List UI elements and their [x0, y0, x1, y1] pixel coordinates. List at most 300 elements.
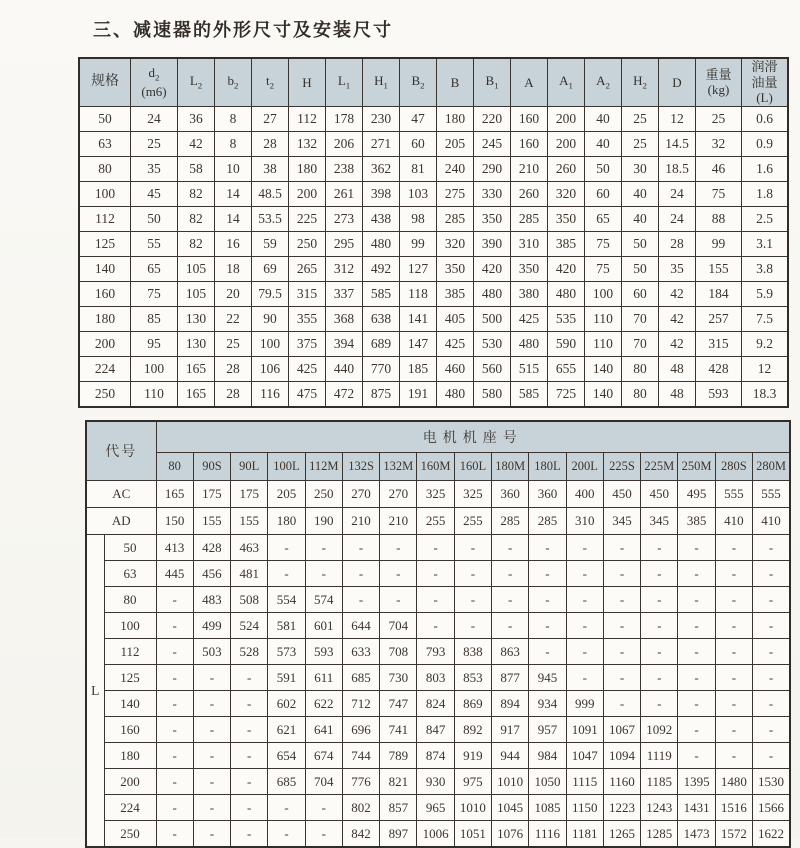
dimension-cell: -: [268, 795, 305, 821]
dimension-cell: 220: [474, 106, 511, 131]
dimension-cell: 273: [326, 206, 363, 231]
dimension-cell: 483: [193, 587, 230, 613]
dimension-cell: -: [492, 587, 529, 613]
t1-column-header: H: [289, 58, 326, 106]
dimension-cell: -: [454, 535, 491, 561]
dimension-cell: 18.3: [742, 381, 789, 407]
dimension-cell: 81: [400, 156, 437, 181]
dimension-cell: 184: [696, 281, 742, 306]
dimension-cell: -: [492, 561, 529, 587]
frame-size-header: 90L: [231, 453, 268, 481]
dimension-cell: 515: [511, 356, 548, 381]
dimension-cell: 155: [231, 508, 268, 535]
dimension-cell: 40: [585, 131, 622, 156]
dimension-cell: 472: [326, 381, 363, 407]
dimension-cell: -: [193, 717, 230, 743]
dimension-cell: 712: [342, 691, 379, 717]
dimension-cell: 560: [474, 356, 511, 381]
dimension-cell: 503: [193, 639, 230, 665]
dimension-cell: 1092: [641, 717, 678, 743]
dimension-cell: -: [566, 587, 603, 613]
dimension-cell: 255: [417, 508, 454, 535]
dimension-cell: -: [641, 535, 678, 561]
dimension-cell: 48.5: [252, 181, 289, 206]
dimension-cell: 445: [156, 561, 193, 587]
table-row: [86, 639, 790, 665]
dimension-cell: 574: [305, 587, 342, 613]
dimension-cell: 744: [342, 743, 379, 769]
table-row: [86, 743, 790, 769]
dimension-cell: 8: [215, 131, 252, 156]
dimension-cell: 127: [400, 256, 437, 281]
dimension-cell: 984: [529, 743, 566, 769]
dimension-cell: -: [268, 821, 305, 848]
dimension-cell: 50: [131, 206, 178, 231]
dimension-cell: 82: [178, 206, 215, 231]
dimension-cell: -: [753, 535, 791, 561]
dimension-cell: 40: [622, 206, 659, 231]
dimension-cell: 842: [342, 821, 379, 848]
dimension-cell: 48: [659, 356, 696, 381]
t1-column-header: 重量 (kg): [696, 58, 742, 106]
dimension-cell: -: [417, 561, 454, 587]
dimension-cell: 602: [268, 691, 305, 717]
dimension-cell: 69: [252, 256, 289, 281]
dimension-cell: 210: [511, 156, 548, 181]
dimension-cell: 350: [437, 256, 474, 281]
t1-column-header: A: [511, 58, 548, 106]
dimension-cell: 704: [380, 613, 417, 639]
dimension-cell: 345: [641, 508, 678, 535]
dimension-cell: 450: [603, 481, 640, 508]
dimension-cell: 50: [622, 231, 659, 256]
dimension-cell: 481: [231, 561, 268, 587]
dimension-cell: -: [193, 769, 230, 795]
spec-size-cell: 63: [79, 131, 131, 156]
dimension-cell: 400: [566, 481, 603, 508]
dimension-cell: 362: [363, 156, 400, 181]
spec-size-cell: 80: [79, 156, 131, 181]
dimension-cell: -: [156, 691, 193, 717]
dimension-cell: 24: [659, 206, 696, 231]
dimension-cell: 530: [474, 331, 511, 356]
dimension-cell: 1243: [641, 795, 678, 821]
dimension-cell: -: [603, 691, 640, 717]
dimension-cell: 100: [252, 331, 289, 356]
spec-size-cell: 250: [79, 381, 131, 407]
dimension-cell: -: [753, 613, 791, 639]
dimension-cell: 3.1: [742, 231, 789, 256]
table-row: [79, 131, 788, 156]
dimension-cell: 555: [715, 481, 752, 508]
dimension-cell: -: [492, 613, 529, 639]
dimension-cell: 894: [492, 691, 529, 717]
dimension-cell: 1010: [492, 769, 529, 795]
dimension-cell: -: [753, 717, 791, 743]
dimension-cell: 140: [585, 381, 622, 407]
spec-size-cell: 140: [79, 256, 131, 281]
dimension-cell: -: [417, 613, 454, 639]
dimension-cell: 1480: [715, 769, 752, 795]
dimension-cell: -: [678, 691, 715, 717]
dimension-cell: 261: [326, 181, 363, 206]
dimension-cell: 869: [454, 691, 491, 717]
frame-size-header: 180L: [529, 453, 566, 481]
t1-column-header: 润滑 油量 (L): [742, 58, 789, 106]
dimension-cell: 590: [548, 331, 585, 356]
table-row: [86, 561, 790, 587]
dimension-cell: 1119: [641, 743, 678, 769]
dimension-cell: 638: [363, 306, 400, 331]
dimension-cell: -: [492, 535, 529, 561]
dimension-cell: 25: [622, 131, 659, 156]
dimension-cell: -: [156, 665, 193, 691]
dimension-cell: 350: [511, 256, 548, 281]
dimension-cell: 12: [659, 106, 696, 131]
frame-size-header: 100L: [268, 453, 305, 481]
frame-size-header: 132S: [342, 453, 379, 481]
dimension-cell: 47: [400, 106, 437, 131]
dimension-cell: 1115: [566, 769, 603, 795]
dimension-cell: 554: [268, 587, 305, 613]
dimension-cell: 70: [622, 331, 659, 356]
frame-size-header: 225M: [641, 453, 678, 481]
dimension-cell: 425: [289, 356, 326, 381]
dimension-cell: 200: [548, 106, 585, 131]
dimension-cell: -: [231, 665, 268, 691]
dimension-cell: -: [715, 535, 752, 561]
dimension-cell: -: [156, 639, 193, 665]
dimension-cell: -: [641, 561, 678, 587]
dimension-cell: -: [305, 795, 342, 821]
dimension-cell: 380: [511, 281, 548, 306]
dimension-cell: 508: [231, 587, 268, 613]
dimension-cell: -: [454, 561, 491, 587]
dimension-cell: 75: [585, 256, 622, 281]
dimension-cell: 28: [659, 231, 696, 256]
dimension-cell: 730: [380, 665, 417, 691]
dimension-cell: 674: [305, 743, 342, 769]
dimension-cell: 25: [622, 106, 659, 131]
dimension-cell: 425: [511, 306, 548, 331]
dimension-cell: 14: [215, 181, 252, 206]
dimension-cell: 112: [289, 106, 326, 131]
dimension-cell: 480: [548, 281, 585, 306]
spec-size-cell: 180: [79, 306, 131, 331]
dimension-cell: 450: [641, 481, 678, 508]
dimension-cell: 60: [622, 281, 659, 306]
t1-column-header: $H_2$: [622, 58, 659, 106]
dimension-cell: -: [231, 691, 268, 717]
dimension-cell: 611: [305, 665, 342, 691]
outline-dimensions-table: [78, 57, 789, 408]
dimension-cell: 350: [548, 206, 585, 231]
dimension-cell: 85: [131, 306, 178, 331]
dimension-cell: 919: [454, 743, 491, 769]
dimension-cell: -: [715, 613, 752, 639]
dimension-cell: 100: [585, 281, 622, 306]
dimension-cell: 360: [529, 481, 566, 508]
dimension-cell: 654: [268, 743, 305, 769]
dimension-cell: 350: [474, 206, 511, 231]
dimension-cell: 30: [622, 156, 659, 181]
dimension-cell: 285: [437, 206, 474, 231]
dimension-cell: -: [715, 561, 752, 587]
dimension-cell: 16: [215, 231, 252, 256]
dimension-cell: -: [566, 613, 603, 639]
dimension-cell: -: [603, 639, 640, 665]
dimension-cell: 50: [622, 256, 659, 281]
dimension-cell: -: [715, 639, 752, 665]
dimension-cell: 155: [193, 508, 230, 535]
dimension-cell: 5.9: [742, 281, 789, 306]
dimension-cell: 1431: [678, 795, 715, 821]
dimension-cell: 270: [380, 481, 417, 508]
dimension-cell: -: [753, 743, 791, 769]
dimension-cell: 103: [400, 181, 437, 206]
t1-column-header: B: [437, 58, 474, 106]
dimension-cell: 1530: [753, 769, 791, 795]
dimension-cell: 100: [131, 356, 178, 381]
dimension-cell: 75: [131, 281, 178, 306]
frame-size-header: 90S: [193, 453, 230, 481]
dimension-cell: 295: [326, 231, 363, 256]
spec-size-cell: 112: [79, 206, 131, 231]
dimension-cell: 175: [193, 481, 230, 508]
dimension-cell: 175: [231, 481, 268, 508]
dimension-cell: -: [715, 691, 752, 717]
dimension-cell: 240: [437, 156, 474, 181]
dimension-cell: 42: [659, 306, 696, 331]
dimension-cell: -: [603, 613, 640, 639]
dimension-cell: 7.5: [742, 306, 789, 331]
dimension-cell: -: [156, 795, 193, 821]
dimension-cell: 555: [753, 481, 791, 508]
dimension-cell: -: [342, 587, 379, 613]
dimension-cell: 535: [548, 306, 585, 331]
dimension-cell: 655: [548, 356, 585, 381]
dimension-cell: -: [268, 535, 305, 561]
table-row: [86, 535, 790, 561]
dimension-cell: 934: [529, 691, 566, 717]
dimension-cell: 1091: [566, 717, 603, 743]
dimension-cell: -: [305, 821, 342, 848]
spec-size-cell: 140: [104, 691, 156, 717]
dimension-cell: 310: [511, 231, 548, 256]
dimension-cell: 499: [193, 613, 230, 639]
table-row: [86, 587, 790, 613]
dimension-cell: -: [529, 613, 566, 639]
dimension-cell: 260: [548, 156, 585, 181]
dimension-cell: 27: [252, 106, 289, 131]
dimension-cell: 42: [659, 331, 696, 356]
dimension-cell: 685: [342, 665, 379, 691]
dimension-cell: 975: [454, 769, 491, 795]
dimension-cell: 413: [156, 535, 193, 561]
dimension-cell: 1.6: [742, 156, 789, 181]
dimension-cell: 708: [380, 639, 417, 665]
dimension-cell: 60: [585, 181, 622, 206]
dimension-cell: 285: [529, 508, 566, 535]
t1-column-header: 规格: [79, 58, 131, 106]
dimension-cell: 165: [178, 356, 215, 381]
spec-size-cell: 50: [79, 106, 131, 131]
dimension-cell: 944: [492, 743, 529, 769]
dimension-cell: -: [342, 535, 379, 561]
dimension-cell: -: [715, 717, 752, 743]
dimension-cell: 210: [380, 508, 417, 535]
dimension-cell: 633: [342, 639, 379, 665]
dimension-cell: 330: [474, 181, 511, 206]
table-row: [86, 665, 790, 691]
table-row: [86, 821, 790, 848]
dimension-cell: 644: [342, 613, 379, 639]
frame-size-header: 112M: [305, 453, 342, 481]
dimension-cell: 1085: [529, 795, 566, 821]
dimension-cell: 285: [492, 508, 529, 535]
dimension-cell: 704: [305, 769, 342, 795]
dimension-cell: -: [156, 613, 193, 639]
dimension-cell: 875: [363, 381, 400, 407]
dimension-cell: 320: [548, 181, 585, 206]
dimension-cell: 591: [268, 665, 305, 691]
dimension-cell: 8: [215, 106, 252, 131]
dimension-cell: 116: [252, 381, 289, 407]
dimension-cell: 82: [178, 181, 215, 206]
spec-size-cell: 125: [79, 231, 131, 256]
dimension-cell: 32: [696, 131, 742, 156]
dimension-cell: 38: [252, 156, 289, 181]
dimension-cell: 290: [474, 156, 511, 181]
dimension-cell: -: [715, 743, 752, 769]
dimension-cell: 28: [215, 381, 252, 407]
dimension-cell: 53.5: [252, 206, 289, 231]
dimension-cell: 685: [268, 769, 305, 795]
dimension-cell: 420: [474, 256, 511, 281]
motor-frame-group-header: 电机机座号: [156, 421, 790, 453]
dimension-cell: -: [156, 743, 193, 769]
dimension-cell: -: [753, 587, 791, 613]
page-title: 三、减速器的外形尺寸及安装尺寸: [93, 20, 393, 40]
spec-size-cell: 112: [104, 639, 156, 665]
dimension-cell: -: [529, 639, 566, 665]
dimension-cell: 200: [289, 181, 326, 206]
dimension-cell: 257: [696, 306, 742, 331]
dimension-cell: -: [231, 795, 268, 821]
dimension-cell: 1181: [566, 821, 603, 848]
dimension-cell: 150: [156, 508, 193, 535]
dimension-cell: 105: [178, 281, 215, 306]
dimension-cell: -: [678, 613, 715, 639]
dimension-cell: 1076: [492, 821, 529, 848]
dimension-cell: -: [529, 561, 566, 587]
dimension-cell: 877: [492, 665, 529, 691]
table-row: [79, 256, 788, 281]
dimension-cell: 803: [417, 665, 454, 691]
dimension-cell: 802: [342, 795, 379, 821]
dimension-cell: 99: [696, 231, 742, 256]
dimension-cell: 3.8: [742, 256, 789, 281]
dimension-cell: 55: [131, 231, 178, 256]
dimension-cell: 492: [363, 256, 400, 281]
dimension-cell: -: [454, 587, 491, 613]
dimension-cell: 255: [454, 508, 491, 535]
dimension-cell: 65: [585, 206, 622, 231]
dimension-cell: 456: [193, 561, 230, 587]
dimension-cell: 747: [380, 691, 417, 717]
dimension-cell: -: [753, 665, 791, 691]
dimension-cell: -: [678, 587, 715, 613]
dimension-cell: 40: [622, 181, 659, 206]
dimension-cell: 270: [342, 481, 379, 508]
spec-size-cell: 224: [79, 356, 131, 381]
table-row: [79, 281, 788, 306]
dimension-cell: 725: [548, 381, 585, 407]
table-row: [86, 795, 790, 821]
dimension-cell: 1051: [454, 821, 491, 848]
dimension-cell: 190: [305, 508, 342, 535]
dimension-cell: -: [454, 613, 491, 639]
dimension-cell: 238: [326, 156, 363, 181]
dimension-cell: 410: [753, 508, 791, 535]
dimension-cell: 853: [454, 665, 491, 691]
dimension-cell: 70: [622, 306, 659, 331]
dimension-cell: 622: [305, 691, 342, 717]
dimension-cell: -: [566, 665, 603, 691]
frame-size-header: 250M: [678, 453, 715, 481]
dimension-cell: 1050: [529, 769, 566, 795]
spec-size-cell: 180: [104, 743, 156, 769]
dimension-cell: 206: [326, 131, 363, 156]
dimension-cell: 1010: [454, 795, 491, 821]
dimension-cell: 385: [437, 281, 474, 306]
dimension-cell: 58: [178, 156, 215, 181]
dimension-cell: -: [193, 691, 230, 717]
dimension-cell: -: [268, 561, 305, 587]
code-label-cell: AC: [86, 481, 156, 508]
dimension-cell: -: [715, 665, 752, 691]
dimension-cell: 999: [566, 691, 603, 717]
frame-size-header: 160M: [417, 453, 454, 481]
dimension-cell: 965: [417, 795, 454, 821]
dimension-cell: -: [193, 665, 230, 691]
dimension-cell: 0.9: [742, 131, 789, 156]
dimension-cell: 593: [305, 639, 342, 665]
dimension-cell: 185: [400, 356, 437, 381]
dimension-cell: 793: [417, 639, 454, 665]
dimension-cell: 110: [131, 381, 178, 407]
dimension-cell: -: [193, 795, 230, 821]
spec-size-cell: 160: [79, 281, 131, 306]
dimension-cell: 180: [268, 508, 305, 535]
dimension-cell: 425: [437, 331, 474, 356]
table-row: [86, 508, 790, 535]
dimension-cell: 524: [231, 613, 268, 639]
dimension-cell: -: [193, 821, 230, 848]
dimension-cell: 375: [289, 331, 326, 356]
table-row: [79, 306, 788, 331]
dimension-cell: 789: [380, 743, 417, 769]
dimension-cell: -: [678, 535, 715, 561]
dimension-cell: 325: [454, 481, 491, 508]
motor-frame-table: [85, 420, 791, 848]
dimension-cell: 1473: [678, 821, 715, 848]
table-row: [86, 769, 790, 795]
dimension-cell: 1116: [529, 821, 566, 848]
dimension-cell: 325: [417, 481, 454, 508]
dimension-cell: 1047: [566, 743, 603, 769]
dimension-cell: -: [566, 561, 603, 587]
